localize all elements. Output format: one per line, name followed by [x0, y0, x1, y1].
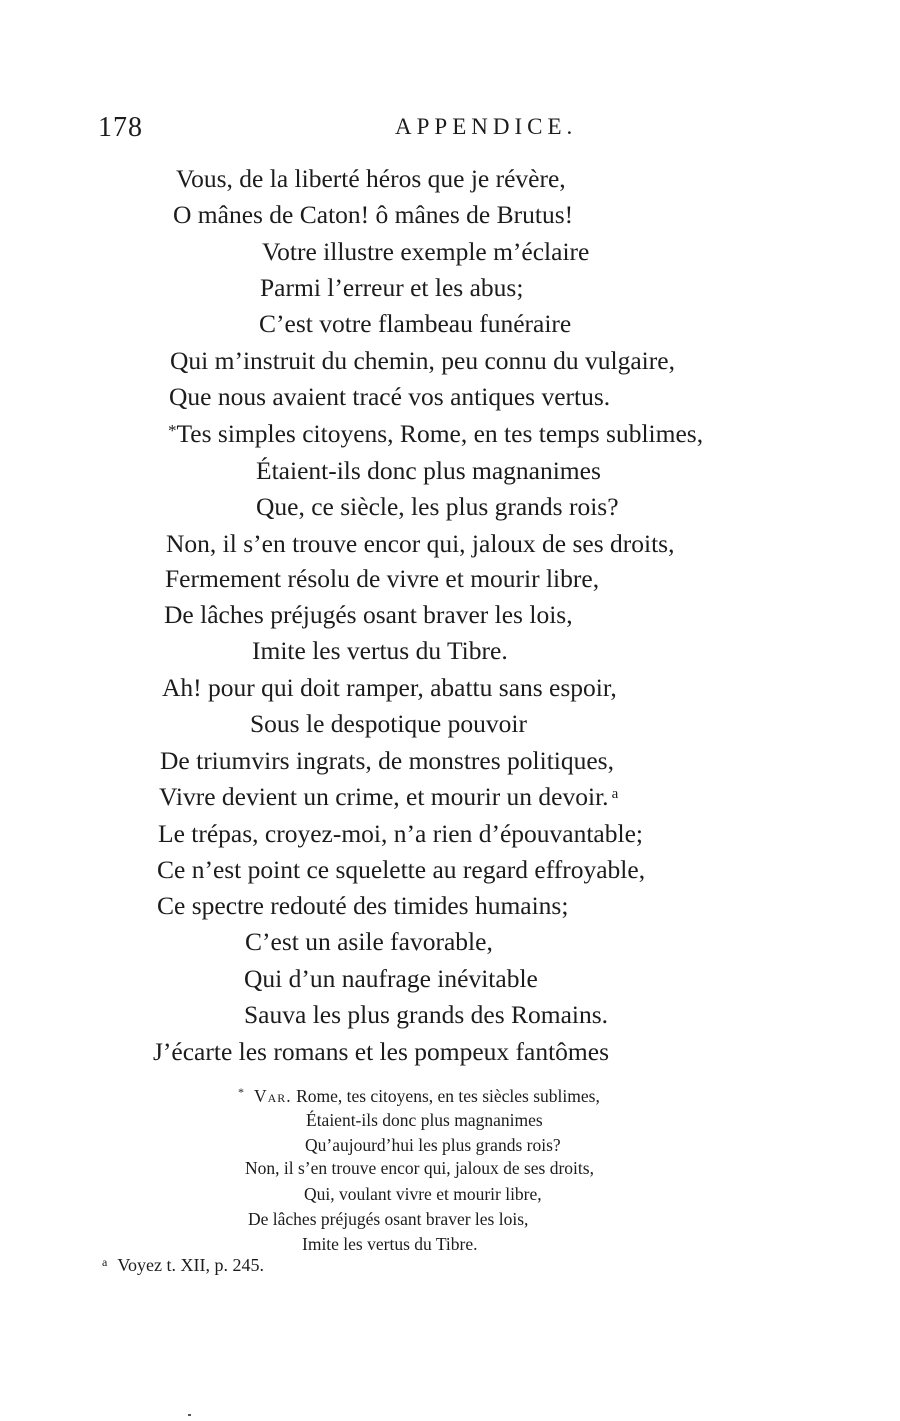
poem-line-text: Tes simples citoyens, Rome, en tes temps sublimes, [176, 419, 704, 448]
poem-line [173, 202, 573, 228]
poem-line-text: C’est un asile favorable, [245, 927, 493, 956]
poem-line-text: C’est votre flambeau funéraire [259, 309, 572, 338]
variant-line-text: Imite les vertus du Tibre. [302, 1234, 478, 1254]
variant-line-text: Qui, voulant vivre et mourir libre, [304, 1184, 542, 1204]
poem-line [153, 1039, 609, 1065]
poem-line [245, 929, 493, 955]
variant-label: Var. [254, 1086, 292, 1106]
poem-line [162, 675, 617, 701]
poem-line-text: De lâches préjugés osant braver les lois, [164, 600, 573, 629]
variant-footnote-marker: * [238, 1085, 244, 1099]
variant-marker: * [168, 421, 177, 440]
poem-line-text: Sous le despotique pouvoir [250, 709, 527, 738]
poem-line-text: Qui m’instruit du chemin, peu connu du vulgaire, [170, 346, 675, 375]
note-reference: a [611, 786, 619, 802]
variant-line [305, 1137, 561, 1155]
poem-line-text: Votre illustre exemple m’éclaire [262, 237, 590, 266]
poem-line-text: Qui d’un naufrage inévitable [244, 964, 538, 993]
poem-line [244, 1002, 608, 1028]
variant-line-text: Qu’aujourd’hui les plus grands rois? [305, 1135, 561, 1155]
poem-line [170, 348, 675, 374]
poem-line-text: Que nous avaient tracé vos antiques vertus. [169, 382, 611, 411]
footnote-text: Voyez t. XII, p. 245. [117, 1255, 264, 1275]
variant-line [306, 1112, 543, 1130]
poem-line-text: Ah! pour qui doit ramper, abattu sans espoir, [162, 673, 617, 702]
poem-line [256, 458, 601, 484]
poem-line-text: Ce n’est point ce squelette au regard effroyable, [157, 855, 646, 884]
poem-line-text: Non, il s’en trouve encor qui, jaloux de ses droits, [166, 529, 675, 558]
poem-line-text: Ce spectre redouté des timides humains; [157, 891, 569, 920]
poem-line-text: Que, ce siècle, les plus grands rois? [256, 492, 619, 521]
poem-line [160, 748, 614, 774]
poem-line [252, 638, 508, 664]
poem-line [157, 893, 568, 919]
running-head: APPENDICE. [395, 114, 578, 139]
poem-line [157, 857, 645, 883]
poem-line-text: Parmi l’erreur et les abus; [260, 273, 524, 302]
poem-line-text: Vous, de la liberté héros que je révère, [176, 164, 566, 193]
poem-line [168, 421, 703, 447]
variant-line [304, 1186, 542, 1204]
poem-line-text: Étaient-ils donc plus magnanimes [256, 456, 601, 485]
poem-line-text: J’écarte les romans et les pompeux fantômes [153, 1037, 610, 1066]
variant-line-text: Non, il s’en trouve encor qui, jaloux de ses droits, [245, 1158, 594, 1178]
variant-line-text: Rome, tes citoyens, en tes siècles sublimes, [296, 1086, 600, 1106]
poem-line-text: Fermement résolu de vivre et mourir libre, [165, 564, 600, 593]
poem-line-text: Sauva les plus grands des Romains. [244, 1000, 609, 1029]
poem-line [250, 711, 527, 737]
poem-line [158, 821, 643, 847]
variant-line [238, 1086, 600, 1106]
poem-line [256, 494, 619, 520]
variant-line [302, 1236, 477, 1254]
variant-line [245, 1160, 594, 1178]
footnote-marker: a [102, 1255, 108, 1269]
poem-line [164, 602, 573, 628]
poem-line-text: Vivre devient un crime, et mourir un devoir. [159, 782, 609, 811]
poem-line-text: O mânes de Caton! ô mânes de Brutus! [173, 200, 574, 229]
footnote-a [102, 1255, 264, 1276]
poem-line [165, 566, 599, 592]
poem-line [259, 311, 571, 337]
page-number: 178 [98, 112, 143, 143]
poem-line [166, 531, 674, 557]
variant-line [248, 1211, 528, 1229]
poem-line [262, 239, 589, 265]
poem-line-text: De triumvirs ingrats, de monstres politiques, [160, 746, 614, 775]
poem-line [169, 384, 610, 410]
poem-line-text: Le trépas, croyez-moi, n’a rien d’épouvantable; [158, 819, 643, 848]
poem-line [176, 166, 566, 192]
poem-line [159, 784, 618, 810]
poem-line [260, 275, 523, 301]
poem-line-text: Imite les vertus du Tibre. [252, 636, 508, 665]
variant-line-text: De lâches préjugés osant braver les lois, [248, 1209, 529, 1229]
poem-line [244, 966, 538, 992]
variant-line-text: Étaient-ils donc plus magnanimes [306, 1110, 543, 1130]
print-speck [188, 1414, 191, 1416]
